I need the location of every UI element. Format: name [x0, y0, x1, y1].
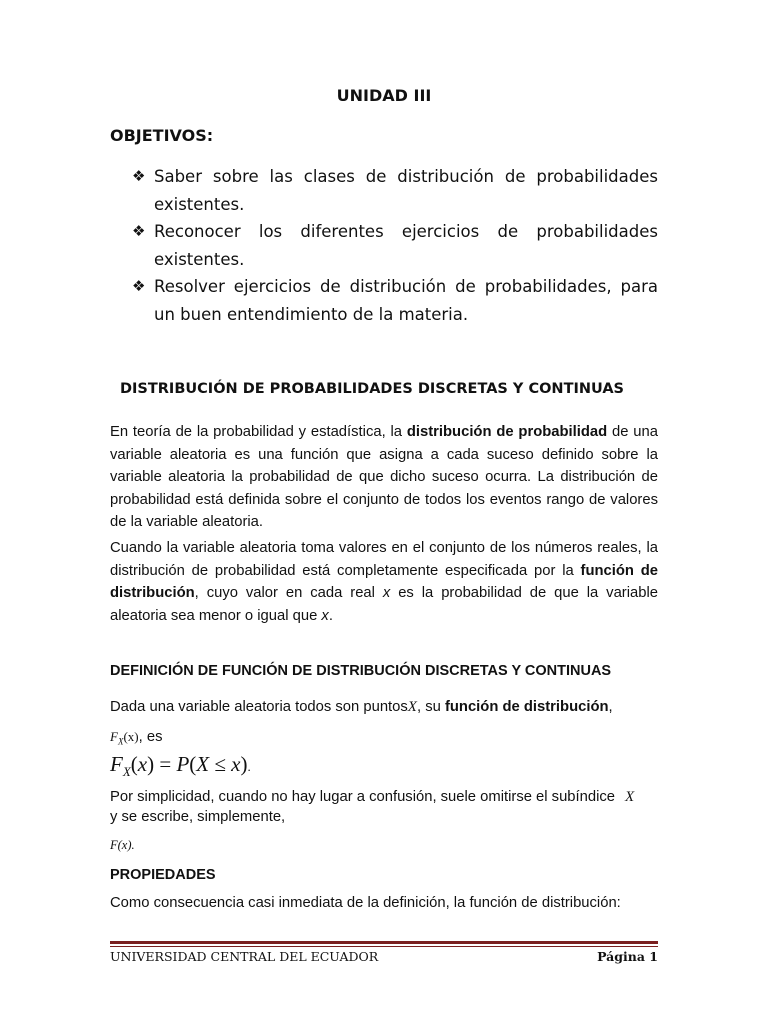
properties-intro: Como consecuencia casi inmediata de la definición, la función de distribución:: [110, 895, 621, 911]
paragraph-text: de una variable aleatoria es una función que asigna a cada suceso definido sobre la variable aleatoria la probabilidad de que dicho suceso ocurra. La distribución de probabilidad está definida sobre el conjunto de todos los eventos rango de valores de la variable aleatoria.: [110, 424, 658, 531]
math-variable: x: [382, 585, 391, 602]
paragraph-bold-term: función de distribución: [110, 562, 658, 602]
simplicity-text: Por simplicidad, cuando no hay lugar a confusión, suele omitirse el subíndice: [110, 789, 616, 805]
paragraph-definition: [110, 421, 658, 534]
paragraph-text: , cuyo valor en cada real: [194, 585, 383, 602]
objective-item: [132, 218, 658, 273]
objectives-list: [132, 163, 658, 328]
math-subscript: X: [117, 736, 124, 747]
definition-text: ,: [608, 699, 613, 715]
display-formula: $F_X(x) = P(X \le x)$.: [110, 752, 251, 780]
definition-text: Dada una variable aleatoria todos son puntos: [110, 699, 408, 715]
simplicity-line: [110, 789, 634, 806]
footer-rule: [110, 941, 658, 944]
section-title: DISTRIBUCIÓN DE PROBABILIDADES DISCRETAS Y CONTINUAS: [120, 381, 624, 397]
paragraph-text: es la probabilidad de que la variable aleatoria sea menor o igual que: [110, 585, 658, 624]
subsection-title: DEFINICIÓN DE FUNCIÓN DE DISTRIBUCIÓN DISCRETAS Y CONTINUAS: [110, 663, 612, 679]
diamond-bullet-icon: ❖: [132, 167, 146, 185]
unit-title: UNIDAD III: [336, 86, 432, 105]
definition-line: [110, 699, 613, 716]
paragraph-text: .: [328, 607, 333, 624]
properties-title: PROPIEDADES: [110, 867, 216, 883]
objective-text: Saber sobre las clases de distribución de probabilidades existentes.: [154, 167, 658, 214]
definition-line-2: [110, 729, 162, 747]
objective-item: [132, 273, 658, 328]
definition-text: , su: [416, 699, 445, 715]
math-variable: X: [625, 789, 635, 805]
paragraph-real-values: [110, 537, 658, 627]
math-inline: F(x).: [110, 838, 135, 852]
definition-text: , es: [138, 729, 163, 745]
definition-bold-term: función de distribución: [444, 699, 609, 715]
paragraph-text: En teoría de la probabilidad y estadística, la: [110, 424, 407, 440]
math-inline: [110, 729, 139, 747]
paragraph-bold-term: distribución de probabilidad: [406, 424, 608, 440]
simplicity-formula: [110, 837, 135, 853]
objective-item: [132, 163, 658, 218]
diamond-bullet-icon: ❖: [132, 277, 146, 295]
paragraph-text: Cuando la variable aleatoria toma valores en el conjunto de los números reales, la distribución de probabilidad está completamente especificada por la: [110, 540, 658, 579]
objective-text: Resolver ejercicios de distribución de probabilidades, para un buen entendimiento de la materia.: [154, 277, 658, 324]
math-symbol: F: [110, 729, 118, 744]
math-argument: (x): [123, 729, 139, 744]
footer-university: UNIVERSIDAD CENTRAL DEL ECUADOR: [110, 949, 379, 964]
simplicity-line-2: y se escribe, simplemente,: [110, 809, 286, 825]
math-variable: x: [321, 607, 329, 624]
math-variable: X: [407, 699, 417, 715]
page-number: Página 1: [597, 949, 658, 964]
diamond-bullet-icon: ❖: [132, 222, 146, 240]
footer-rule-thin: [110, 946, 658, 947]
objectives-title: OBJETIVOS:: [110, 126, 214, 145]
objective-text: Reconocer los diferentes ejercicios de probabilidades existentes.: [154, 222, 658, 269]
